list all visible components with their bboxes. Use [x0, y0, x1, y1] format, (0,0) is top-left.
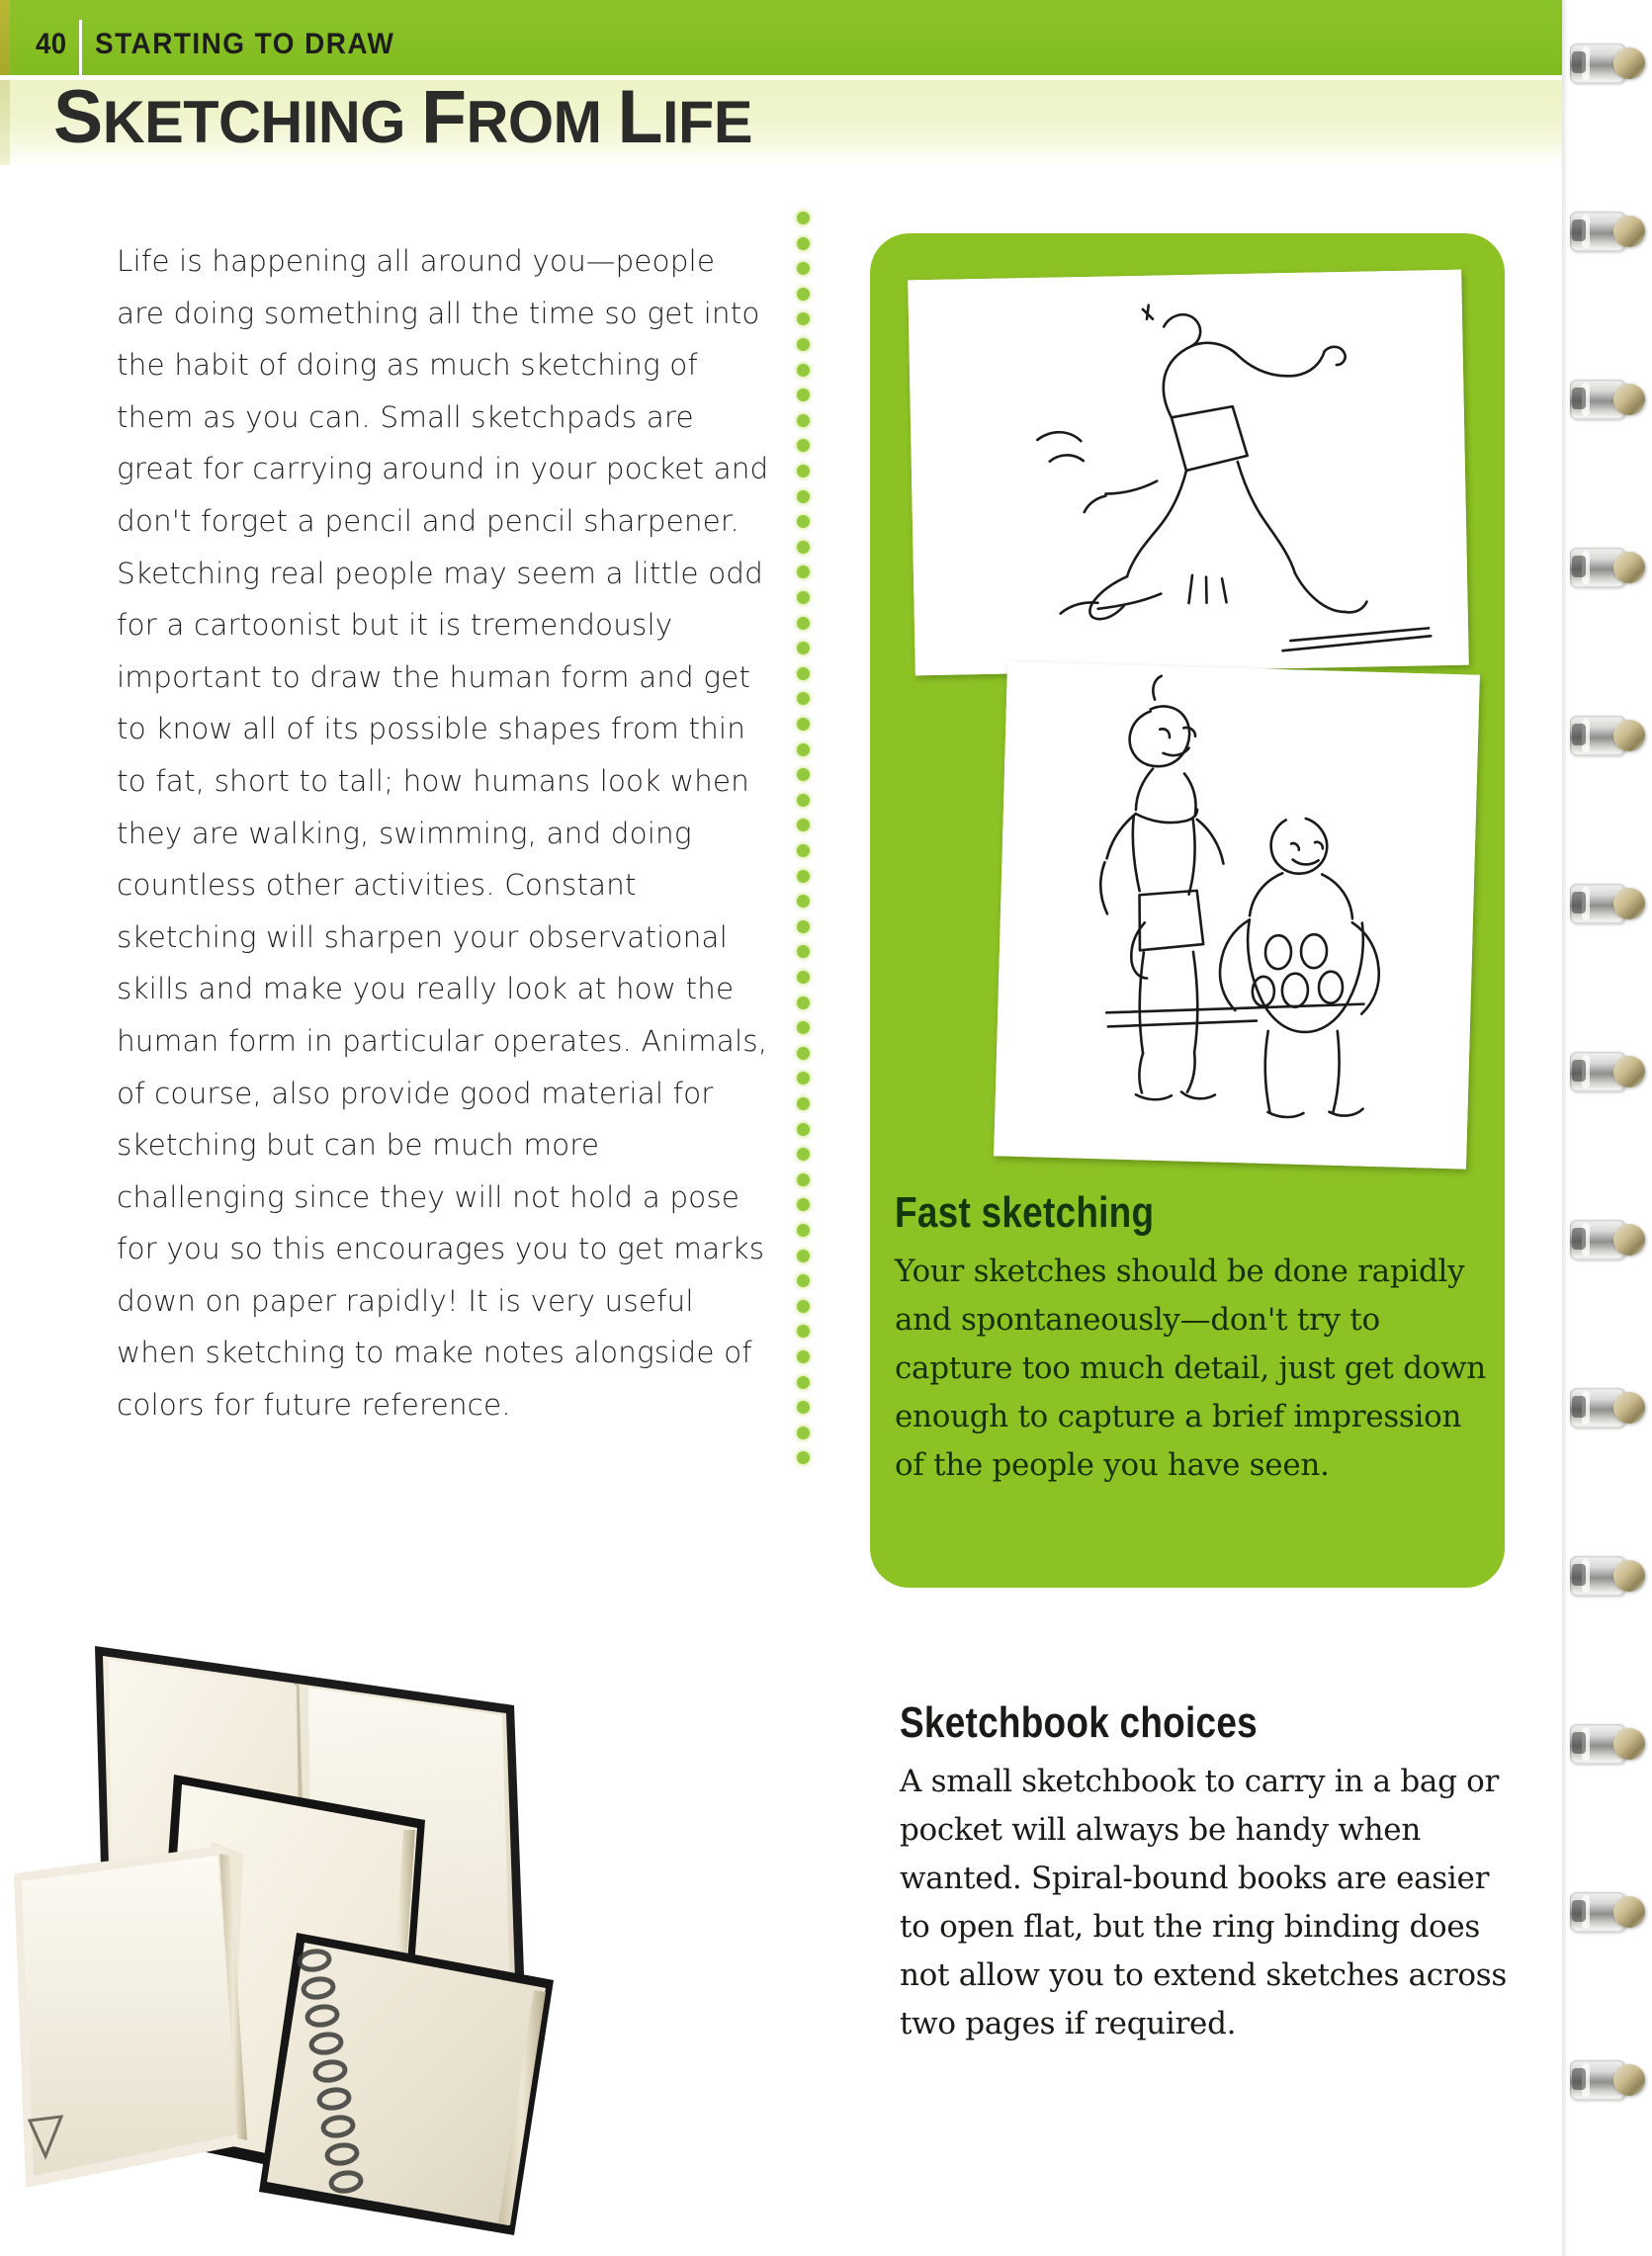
divider-dot [797, 262, 810, 275]
binding-ring [1570, 878, 1647, 929]
binding-ring-tail [1613, 1560, 1645, 1592]
divider-dot [797, 414, 810, 427]
divider-dot [797, 844, 810, 857]
binding-ring [1570, 374, 1647, 425]
divider-dot [797, 389, 810, 401]
sketch-two-figures-image [994, 661, 1480, 1169]
divider-dot [797, 439, 810, 452]
divider-dot [797, 971, 810, 984]
binding-ring-hole [1572, 51, 1586, 73]
divider-dot [797, 718, 810, 731]
divider-dot [797, 565, 810, 578]
divider-dot [797, 1224, 810, 1237]
divider-dot [797, 541, 810, 554]
divider-dot [797, 819, 810, 831]
divider-dot [797, 1148, 810, 1161]
fast-sketching-text: Your sketches should be done rapidly and spontaneously—don't try to capture too much detail, just get down enough to capture a brief impression of the people you have seen. [895, 1254, 1486, 1483]
dotted-divider [797, 212, 813, 1497]
divider-dot [797, 1325, 810, 1338]
divider-dot [797, 667, 810, 680]
binding-ring-tail [1613, 1728, 1645, 1760]
divider-dot [797, 1047, 810, 1060]
binding-ring-hole [1572, 219, 1586, 241]
binding-ring [1570, 542, 1647, 593]
spiral-binding [1562, 0, 1652, 2256]
divider-dot [797, 1097, 810, 1110]
binding-ring-tail [1613, 1056, 1645, 1087]
binding-ring-hole [1572, 1732, 1586, 1754]
divider-dot [797, 1451, 810, 1464]
binding-ring [1570, 38, 1647, 89]
fast-sketching-heading: Fast sketching [895, 1188, 1155, 1237]
divider-dot [797, 997, 810, 1009]
page-title: SKETCHING FROM LIFE [53, 75, 752, 159]
title-band-edge [0, 80, 10, 165]
divider-dot [797, 490, 810, 503]
divider-dot [797, 768, 810, 781]
body-paragraph: Life is happening all around you—people are doing something all the time so get into the habit of doing as much sketching of them as you can. Small sketchpads are great for carrying around in your pocket and don't forget a pencil and pencil sharpener. Sketching real people may seem a little odd for a cartoonist but it is tremendously important to draw the human form and get to know all of its possible shapes from thin to fat, short to tall; how humans look when they are walking, swimming, and doing countless other activities. Constant sketching will sharpen your observational skills and make you really look at how the human form in particular operates. Animals, of course, also provide good material for sketching but can be much more challenging since they will not hold a pose for you so this encourages you to get marks down on paper rapidly! It is very useful when sketching to make notes alongside of colors for future reference. [117, 244, 769, 1423]
divider-dot [797, 1123, 810, 1136]
binding-ring-hole [1572, 2068, 1586, 2090]
divider-dot [797, 1198, 810, 1211]
divider-dot [797, 870, 810, 883]
binding-ring [1570, 206, 1647, 257]
binding-gutter [1562, 0, 1568, 2256]
binding-ring-hole [1572, 892, 1586, 913]
binding-ring-hole [1572, 1060, 1586, 1082]
divider-dot [797, 920, 810, 933]
divider-dot [797, 212, 810, 224]
section-label: STARTING TO DRAW [95, 28, 395, 60]
binding-ring-tail [1613, 1896, 1645, 1928]
divider-dot [797, 1401, 810, 1414]
divider-dot [797, 1274, 810, 1287]
binding-ring [1570, 1886, 1647, 1938]
binding-ring-hole [1572, 556, 1586, 577]
divider-dot [797, 591, 810, 604]
header-band-edge [0, 0, 10, 75]
divider-dot [797, 1021, 810, 1034]
binding-ring-tail [1613, 216, 1645, 247]
binding-ring-tail [1613, 1392, 1645, 1424]
binding-ring-tail [1613, 384, 1645, 415]
binding-ring [1570, 1046, 1647, 1097]
binding-ring [1570, 1718, 1647, 1770]
binding-ring [1570, 710, 1647, 761]
binding-ring-hole [1572, 1396, 1586, 1418]
binding-ring-hole [1572, 388, 1586, 409]
binding-ring-tail [1613, 888, 1645, 919]
binding-ring-hole [1572, 1228, 1586, 1250]
sketchbook-choices-text: A small sketchbook to carry in a bag or pocket will always be handy when wanted. Spiral-bound books are easier to open flat, but the ring binding does not allow you to extend sketches across two pages if required. [900, 1764, 1507, 2041]
divider-dot [797, 1376, 810, 1389]
divider-dot [797, 743, 810, 756]
divider-dot [797, 338, 810, 351]
divider-dot [797, 1300, 810, 1313]
divider-dot [797, 364, 810, 377]
divider-dot [797, 465, 810, 477]
binding-ring-tail [1613, 720, 1645, 751]
divider-dot [797, 692, 810, 705]
sketch-skateboarder-image [908, 270, 1469, 676]
page-number-separator [79, 20, 82, 77]
binding-ring [1570, 1550, 1647, 1602]
divider-dot [797, 1350, 810, 1363]
divider-dot [797, 515, 810, 528]
sketchbook-photo [0, 1527, 890, 2249]
binding-ring-hole [1572, 724, 1586, 745]
divider-dot [797, 945, 810, 958]
binding-ring [1570, 2054, 1647, 2106]
page-number: 40 [36, 28, 67, 60]
binding-ring-tail [1613, 2064, 1645, 2096]
binding-ring-tail [1613, 47, 1645, 79]
divider-dot [797, 1072, 810, 1085]
divider-dot [797, 1173, 810, 1186]
divider-dot [797, 237, 810, 250]
divider-dot [797, 794, 810, 807]
divider-dot [797, 288, 810, 301]
divider-dot [797, 312, 810, 325]
divider-dot [797, 1427, 810, 1439]
divider-dot [797, 895, 810, 908]
binding-ring-hole [1572, 1564, 1586, 1586]
divider-dot [797, 617, 810, 630]
binding-ring [1570, 1214, 1647, 1265]
binding-ring [1570, 1382, 1647, 1433]
binding-ring-hole [1572, 1900, 1586, 1922]
divider-dot [797, 642, 810, 654]
binding-ring-tail [1613, 1224, 1645, 1256]
sketchbook-choices-heading: Sketchbook choices [900, 1698, 1258, 1747]
divider-dot [797, 1250, 810, 1262]
binding-ring-tail [1613, 552, 1645, 583]
